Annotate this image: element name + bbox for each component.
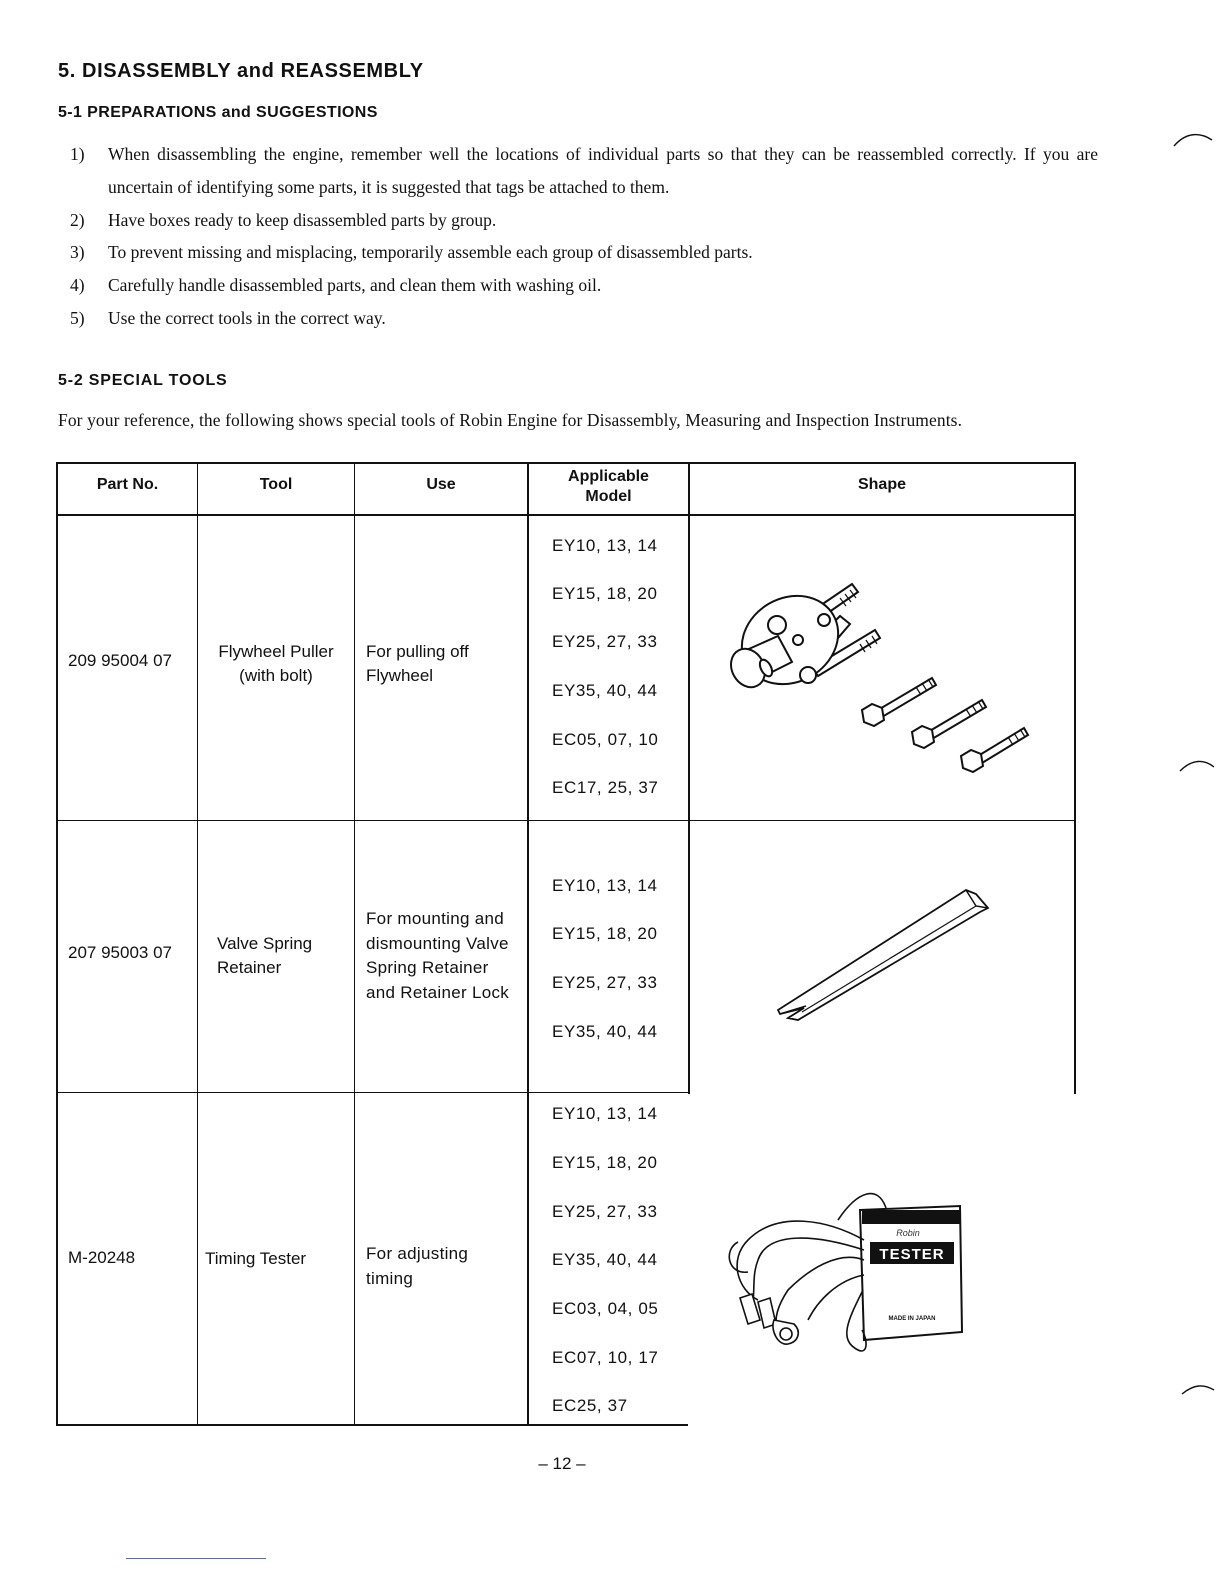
- preparations-title: 5-1 PREPARATIONS and SUGGESTIONS: [58, 104, 378, 121]
- model-entry: EY10, 13, 14: [552, 1104, 658, 1123]
- model-entry: EY10, 13, 14: [552, 876, 658, 895]
- scan-mark-icon: [1172, 130, 1216, 150]
- tool-use-line: dismounting Valve: [366, 933, 509, 953]
- tool-use: [366, 907, 509, 1005]
- valve-spring-retainer-illustration: [770, 880, 1000, 1030]
- scan-mark-icon: [1180, 1380, 1216, 1400]
- model-entry: EC07, 10, 17: [552, 1348, 659, 1367]
- tool-name: Timing Tester: [205, 1249, 307, 1268]
- model-entry: EY15, 18, 20: [552, 584, 658, 603]
- model-entry: EY35, 40, 44: [552, 1250, 658, 1269]
- tool-name-line: Flywheel Puller: [218, 642, 334, 661]
- list-text: Use the correct tools in the correct way.: [108, 308, 386, 328]
- timing-tester-illustration: [718, 1180, 968, 1370]
- table-rule: [56, 514, 1076, 516]
- header-use: Use: [426, 476, 456, 493]
- table-rule: [1074, 462, 1076, 1094]
- list-number: 2): [70, 210, 85, 230]
- header-model-line: Model: [585, 488, 632, 505]
- tester-brand-script: Robin: [896, 1228, 920, 1238]
- model-entry: EY35, 40, 44: [552, 681, 658, 700]
- special-tools-intro: For your reference, the following shows special tools of Robin Engine for Disassembly, Measuring and Inspection Instruments.: [58, 410, 963, 430]
- tool-use-line: For mounting and: [366, 909, 505, 928]
- tool-use: [366, 640, 469, 688]
- table-rule: [354, 462, 355, 1426]
- tool-name-line: Valve Spring: [217, 934, 313, 953]
- tool-name-line: (with bolt): [239, 666, 313, 685]
- page-number: – 12 –: [538, 1454, 586, 1473]
- model-entry: EC17, 25, 37: [552, 778, 659, 797]
- part-number: 207 95003 07: [68, 943, 172, 962]
- model-entry: EY15, 18, 20: [552, 924, 658, 943]
- tool-name-line: Retainer: [217, 958, 282, 977]
- list-text: Have boxes ready to keep disassembled parts by group.: [108, 210, 497, 230]
- tool-name: [217, 932, 312, 980]
- table-rule: [56, 1092, 688, 1093]
- tool-use-line: For pulling off: [366, 642, 469, 661]
- list-number: 3): [70, 242, 85, 262]
- table-rule: [197, 462, 198, 1426]
- flywheel-puller-illustration: [700, 560, 1060, 790]
- tool-use: [366, 1241, 468, 1291]
- model-entry: EY25, 27, 33: [552, 632, 658, 651]
- tool-use-line: Flywheel: [366, 666, 434, 685]
- table-rule: [56, 462, 1076, 464]
- model-entry: EY35, 40, 44: [552, 1022, 658, 1041]
- list-text: To prevent missing and misplacing, temporarily assemble each group of disassembled parts.: [108, 242, 753, 262]
- special-tools-title: 5-2 SPECIAL TOOLS: [58, 372, 228, 389]
- part-number: 209 95004 07: [68, 651, 172, 670]
- table-rule: [527, 462, 529, 1426]
- table-rule: [688, 462, 690, 1094]
- header-shape: Shape: [857, 476, 906, 493]
- list-number: 1): [70, 144, 85, 164]
- model-entry: EC25, 37: [552, 1396, 628, 1415]
- header-applicable-line: Applicable: [568, 468, 649, 485]
- tester-label: TESTER: [879, 1246, 945, 1263]
- list-number: 5): [70, 308, 85, 328]
- tool-use-line: Spring Retainer: [366, 958, 489, 977]
- table-rule: [56, 820, 1076, 821]
- scan-mark-icon: [1178, 755, 1216, 775]
- header-applicable-model: [529, 467, 688, 507]
- model-entry: EC05, 07, 10: [552, 730, 659, 749]
- table-rule: [56, 1424, 688, 1426]
- model-entry: EY15, 18, 20: [552, 1153, 658, 1172]
- bottom-rule: [126, 1558, 266, 1559]
- list-text: Carefully handle disassembled parts, and clean them with washing oil.: [108, 275, 602, 295]
- header-tool: Tool: [259, 476, 293, 493]
- tool-use-line: For adjusting: [366, 1244, 469, 1263]
- section-title: 5. DISASSEMBLY and REASSEMBLY: [58, 60, 424, 82]
- tool-name: [198, 640, 354, 688]
- model-entry: EY10, 13, 14: [552, 536, 658, 555]
- table-rule: [56, 462, 58, 1426]
- tool-use-line: timing: [366, 1269, 414, 1288]
- list-number: 4): [70, 275, 85, 295]
- part-number: M-20248: [68, 1248, 136, 1267]
- model-entry: EC03, 04, 05: [552, 1299, 659, 1318]
- list-text: When disassembling the engine, remember well the locations of individual parts so that they can be reassembled correctly. If you are uncertain of identifying some parts, it is suggested that tags be attached to them.: [108, 144, 1098, 197]
- header-part-no: Part No.: [96, 476, 159, 493]
- tester-origin-mark: MADE IN JAPAN: [888, 1316, 936, 1322]
- model-entry: EY25, 27, 33: [552, 1202, 658, 1221]
- model-entry: EY25, 27, 33: [552, 973, 658, 992]
- tool-use-line: and Retainer Lock: [366, 982, 510, 1002]
